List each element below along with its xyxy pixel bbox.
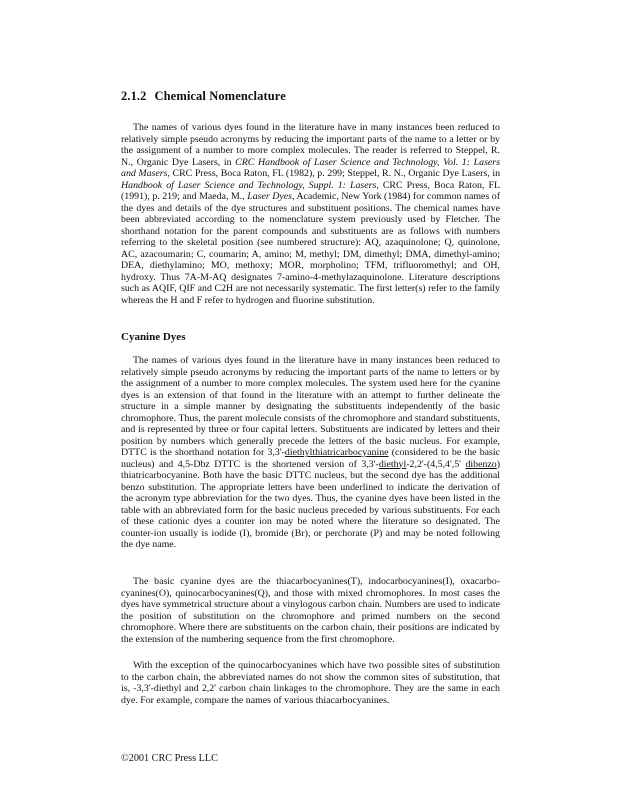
cyanine-dyes-heading: Cyanine Dyes bbox=[121, 331, 186, 343]
nomenclature-paragraph bbox=[121, 122, 500, 306]
cyanine-paragraph-3 bbox=[121, 660, 500, 706]
section-number: 2.1.2 bbox=[121, 89, 147, 103]
nomenclature-text-2: , CRC Press, Boca Raton, FL (1982), p. 299; Steppel, R. N., Organic Dye Lasers, in bbox=[167, 168, 501, 179]
cyanine-p1-text-1: The names of various dyes found in the literature have in many instances been reduced to relatively simple pseudo acronyms by reducing the important parts of the name to letters or by the assignment of a number to more complex molecules. The system used here for the cyanine dyes is an extension of that found in the literature with an attempt to further delineate the structure in a simple manner by designating the substituents independently of the basic chromophore. Thus, the parent molecule consists of the chromophore and standard substituents, and is represented by three or four capital letters. Substituents are indicated by letters and their position by numbers which generally precede the letters of the basic nucleus. For example, DTTC is the shorthand notation for 3,3'- bbox=[121, 355, 500, 458]
cyanine-p1-text-3: -2,2'-(4,5,4',5' bbox=[406, 458, 466, 470]
copyright-footer: ©2001 CRC Press LLC bbox=[121, 753, 218, 764]
cyanine-p1-underlined-3: dibenzo bbox=[465, 458, 497, 470]
cyanine-paragraph-1 bbox=[121, 355, 500, 551]
reference-source-1: CRC Handbook of Laser Science and Technology, Vol. 1: Lasers and Masers bbox=[121, 156, 500, 179]
section-heading bbox=[121, 89, 501, 104]
nomenclature-text-4: , Academic, New York (1984) for common names of the dyes and details of the dye structures and substituent positions. The chemical names have been abbreviated according to the nomenclature system previously used by Fletcher. The shorthand notation for the parent compounds and substituents are as follows with numbers referring to the skeletal position (see numbered structure): AQ, azaquinolone; Q, quinolone, AC, azacoumarin; C, coumarin; A, amino; M, methyl; DM, dimethyl; DMA, dimethyl-amino; DEA, diethylamino; MO, methoxy; MOR, morpholino; TFM, trifluoromethyl; and OH, hydroxy. Thus 7A-M-AQ designates 7-amino-4-methylazaquinolone. Literature descriptions such as AQIF, QIF and C2H are not necessarily systematic. The first letter(s) refer to the family whereas the H and F refer to hydrogen and fluorine substitution. bbox=[121, 191, 500, 306]
cyanine-p3-text: With the exception of the quinocarbocyanines which have two possible sites of substitution to the carbon chain, the abbreviated names do not show the common sites of substitution, that is, -3,3'-diethyl and 2,2' carbon chain linkages to the chromophore. They are the same in each dye. For example, compare the names of various thiacarbocyanines. bbox=[121, 660, 500, 706]
reference-source-2: Handbook of Laser Science and Technology, Suppl. 1: Lasers bbox=[121, 179, 377, 191]
cyanine-p1-underlined-1: diethylthiatricarbocyanine bbox=[284, 447, 389, 458]
section-title: Chemical Nomenclature bbox=[154, 89, 286, 103]
cyanine-p2-text: The basic cyanine dyes are the thiacarbocyanines(T), indocarbocyanines(I), oxacarbo-cyanines(O), quinocarbocyanines(Q), and those with mixed chromophores. In most cases the dyes have symmetrical structure about a vinylogous carbon chain. Numbers are used to indicate the position of substitution on the chromophore and primed numbers on the second chromophore. Where there are substituents on the carbon chain, their positions are indicated by the extension of the numbering sequence from the first chromophore. bbox=[121, 576, 500, 645]
cyanine-p1-text-2: (considered to be the basic nucleus) and 4,5-Dbz DTTC is the shortened version of 3,3'- bbox=[121, 447, 501, 470]
cyanine-p1-underlined-2: diethyl bbox=[378, 458, 407, 470]
cyanine-paragraph-2 bbox=[121, 576, 500, 645]
nomenclature-text-3: , CRC Press, Boca Raton, FL (1991), p. 219; and Maeda, M., bbox=[121, 179, 500, 202]
cyanine-p1-text-4: ) thiatricarbocyanine. Both have the basic DTTC nucleus, but the second dye has the additional benzo substitution. The appropriate letters have been underlined to indicate the derivation of the acronym type abbreviation for the two dyes. Thus, the cyanine dyes have been listed in the table with an abbreviated form for the basic nucleus preceded by various substituents. For each of these cationic dyes a counter ion may be noted where the literature so designated. The counter-ion usually is iodide (I), bromide (Br), or perchorate (P) and may be noted following the dye name. bbox=[121, 458, 501, 550]
nomenclature-text-1: The names of various dyes found in the literature have in many instances been reduced to relatively simple pseudo acronyms by reducing the important parts of the name to a letter or by the assignment of a number to more complex molecules. The reader is referred to Steppel, R. N., Organic Dye Lasers, in bbox=[121, 122, 500, 168]
reference-source-3: Laser Dyes bbox=[247, 191, 292, 202]
